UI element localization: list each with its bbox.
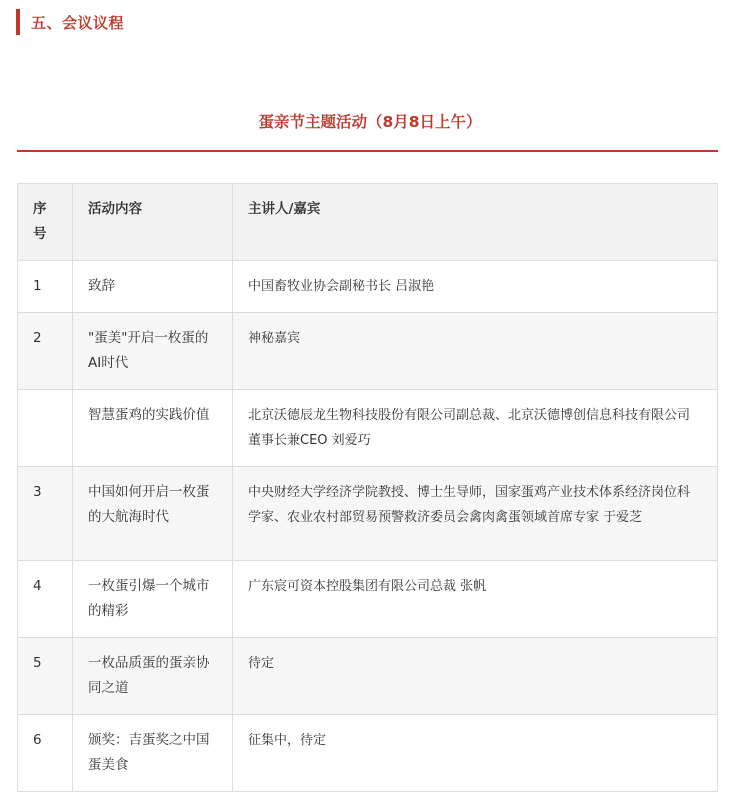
table-row [18, 261, 718, 313]
agenda-subtitle: 蛋亲节主题活动（8月8日上午） [258, 113, 482, 131]
row-activity: 智慧蛋鸡的实践价值 [73, 390, 233, 467]
row-no: 3 [18, 467, 73, 561]
row-no: 4 [18, 561, 73, 638]
row-activity: 一枚蛋引爆一个城市的精彩 [73, 561, 233, 638]
row-activity: 颁奖：吉蛋奖之中国蛋美食 [73, 715, 233, 792]
row-speaker: 待定 [233, 638, 718, 715]
row-activity: "蛋美"开启一枚蛋的AI时代 [73, 313, 233, 390]
row-activity: 致辞 [73, 261, 233, 313]
row-no: 1 [18, 261, 73, 313]
table-header-row [18, 184, 718, 261]
table-row [18, 638, 718, 715]
row-no: 6 [18, 715, 73, 792]
subtitle-divider [17, 150, 718, 152]
row-no: 2 [18, 313, 73, 390]
row-speaker: 征集中，待定 [233, 715, 718, 792]
table-row [18, 467, 718, 561]
section-heading [16, 9, 124, 35]
table-row [18, 390, 718, 467]
row-speaker: 中国畜牧业协会副秘书长 吕淑艳 [233, 261, 718, 313]
header-no: 序号 [18, 184, 73, 261]
row-no: 5 [18, 638, 73, 715]
header-speaker: 主讲人/嘉宾 [233, 184, 718, 261]
row-speaker: 中央财经大学经济学院教授、博士生导师，国家蛋鸡产业技术体系经济岗位科学家、农业农村部贸易预警救济委员会禽肉禽蛋领域首席专家 于爱芝 [233, 467, 718, 561]
table-row [18, 715, 718, 792]
agenda-table [17, 183, 718, 792]
row-speaker: 广东宸可资本控股集团有限公司总裁 张帆 [233, 561, 718, 638]
row-speaker: 北京沃德辰龙生物科技股份有限公司副总裁、北京沃德博创信息科技有限公司董事长兼CEO 刘爱巧 [233, 390, 718, 467]
row-activity: 中国如何开启一枚蛋的大航海时代 [73, 467, 233, 561]
table-row [18, 313, 718, 390]
header-activity: 活动内容 [73, 184, 233, 261]
row-no [18, 390, 73, 467]
section-title: 五、会议议程 [31, 13, 125, 32]
row-activity: 一枚品质蛋的蛋亲协同之道 [73, 638, 233, 715]
row-speaker: 神秘嘉宾 [233, 313, 718, 390]
table-row [18, 561, 718, 638]
